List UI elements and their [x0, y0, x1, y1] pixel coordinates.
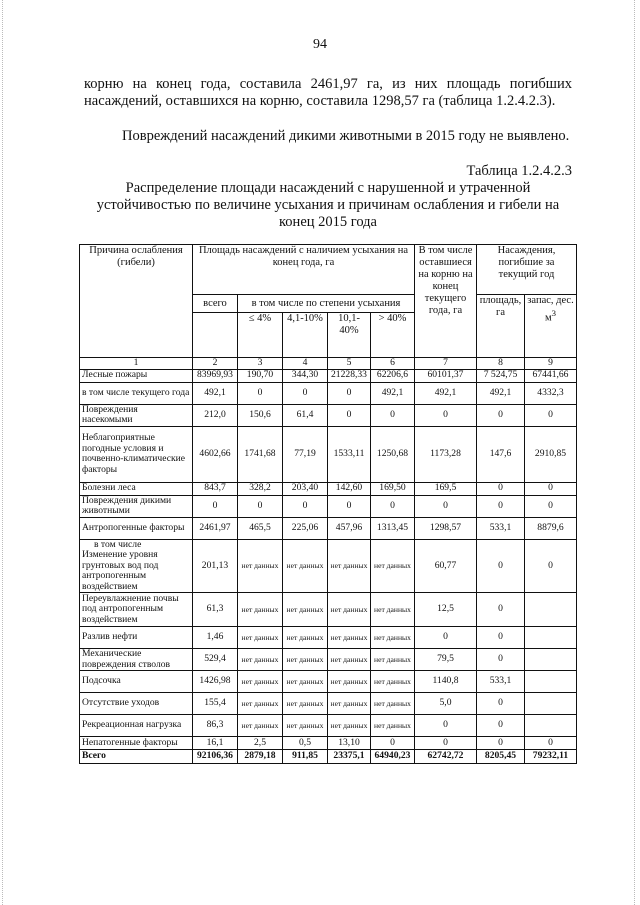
- table-cell: нет данных: [371, 627, 415, 649]
- header-by-degree: в том числе по степени усыхания: [238, 295, 415, 313]
- column-number: 9: [525, 358, 577, 370]
- table-cell: 2461,97: [193, 517, 238, 539]
- table-row: [80, 715, 577, 737]
- table-cell: 7 524,75: [477, 369, 525, 382]
- table-cell: нет данных: [371, 693, 415, 715]
- row-label: [80, 382, 193, 404]
- row-label: [80, 627, 193, 649]
- total-cell: 79232,11: [525, 750, 577, 764]
- table-cell: [525, 671, 577, 693]
- table-cell: нет данных: [238, 627, 283, 649]
- table-cell: нет данных: [283, 627, 328, 649]
- table-cell: 843,7: [193, 482, 238, 495]
- table-cell: 155,4: [193, 693, 238, 715]
- table-cell: нет данных: [371, 649, 415, 671]
- table-cell: 8879,6: [525, 517, 577, 539]
- table-cell: 1173,28: [415, 426, 477, 482]
- column-number: 4: [283, 358, 328, 370]
- table-cell: 1140,8: [415, 671, 477, 693]
- table-cell: нет данных: [328, 693, 371, 715]
- table-cell: нет данных: [238, 693, 283, 715]
- table-cell: нет данных: [283, 593, 328, 627]
- table-cell: 1313,45: [371, 517, 415, 539]
- table-cell: 201,13: [193, 539, 238, 593]
- table-cell: 529,4: [193, 649, 238, 671]
- table-caption: Распределение площади насаждений с нарушенной и утраченной устойчивостью по величине усыхания и причинам ослабления и гибели на конец 2015 года: [96, 180, 560, 230]
- table-cell: 0: [477, 593, 525, 627]
- table-cell: нет данных: [328, 627, 371, 649]
- row-label: [80, 649, 193, 671]
- column-number: 2: [193, 358, 238, 370]
- total-row: [80, 750, 577, 764]
- total-cell: 62742,72: [415, 750, 477, 764]
- column-number: 3: [238, 358, 283, 370]
- row-label-text: Болезни леса: [82, 482, 136, 494]
- table-cell: нет данных: [371, 715, 415, 737]
- table-row: [80, 593, 577, 627]
- table-cell: 0: [283, 382, 328, 404]
- table-cell: 0: [525, 737, 577, 750]
- total-cell: 64940,23: [371, 750, 415, 764]
- table-cell: 0: [328, 495, 371, 517]
- table-cell: 0: [477, 495, 525, 517]
- table-cell: нет данных: [371, 671, 415, 693]
- table-cell: [525, 693, 577, 715]
- table-cell: 0: [371, 495, 415, 517]
- table-cell: нет данных: [238, 649, 283, 671]
- row-label: [80, 593, 193, 627]
- table-cell: нет данных: [283, 649, 328, 671]
- column-number: 5: [328, 358, 371, 370]
- table-cell: 169,50: [371, 482, 415, 495]
- table-cell: 0: [371, 404, 415, 426]
- table-row: [80, 369, 577, 382]
- table-cell: 190,70: [238, 369, 283, 382]
- row-label: [80, 369, 193, 382]
- table-cell: 0: [371, 737, 415, 750]
- table-cell: нет данных: [328, 539, 371, 593]
- table-cell: [525, 715, 577, 737]
- table-cell: 1741,68: [238, 426, 283, 482]
- row-label: [80, 517, 193, 539]
- row-sublabel: в том числе: [94, 539, 142, 550]
- table-cell: 465,5: [238, 517, 283, 539]
- table-cell: 0: [415, 715, 477, 737]
- table-cell: 492,1: [193, 382, 238, 404]
- table-cell: 0: [525, 404, 577, 426]
- table-cell: 0: [193, 495, 238, 517]
- table-cell: 0: [477, 737, 525, 750]
- table-cell: 212,0: [193, 404, 238, 426]
- row-label: [80, 693, 193, 715]
- table-cell: [525, 627, 577, 649]
- row-label: [80, 426, 193, 482]
- header-total-empty: [193, 313, 238, 358]
- table-row: [80, 404, 577, 426]
- row-label-text: Переувлажнение почвы под антропогенным воздействием: [82, 592, 179, 625]
- total-cell: 92106,36: [193, 750, 238, 764]
- table-cell: 0: [525, 495, 577, 517]
- row-label: [80, 404, 193, 426]
- table-cell: 83969,93: [193, 369, 238, 382]
- table-cell: 62206,6: [371, 369, 415, 382]
- row-label-text: Механические повреждения стволов: [82, 648, 171, 670]
- column-number: 7: [415, 358, 477, 370]
- row-label: [80, 495, 193, 517]
- table-cell: 0: [328, 404, 371, 426]
- table-cell: 203,40: [283, 482, 328, 495]
- table-row: [80, 482, 577, 495]
- row-label: [80, 539, 193, 593]
- table-cell: нет данных: [283, 715, 328, 737]
- table-cell: 0: [477, 539, 525, 593]
- paragraph-2: Повреждений насаждений дикими животными в 2015 году не выявлено.: [122, 128, 570, 144]
- table-cell: 79,5: [415, 649, 477, 671]
- table-row: [80, 627, 577, 649]
- table-cell: 0: [477, 693, 525, 715]
- header-dead-group: Насаждения, погибшие за текущий год: [477, 245, 577, 295]
- table-cell: нет данных: [238, 593, 283, 627]
- table-cell: нет данных: [328, 671, 371, 693]
- table-cell: 0: [477, 404, 525, 426]
- table-cell: 0: [238, 382, 283, 404]
- table-cell: 328,2: [238, 482, 283, 495]
- row-label: [80, 671, 193, 693]
- table-row: [80, 693, 577, 715]
- table-cell: 1,46: [193, 627, 238, 649]
- table-cell: 0,5: [283, 737, 328, 750]
- header-remaining: В том числе оставшиеся на корню на конец текущего года, га: [415, 245, 477, 358]
- table-cell: 344,30: [283, 369, 328, 382]
- column-number-row: [80, 358, 577, 370]
- table-cell: 0: [525, 539, 577, 593]
- data-table: [79, 244, 577, 764]
- table-cell: нет данных: [283, 671, 328, 693]
- row-label-text: Неблагоприятные погодные условия и почвенно-климатические факторы: [82, 432, 186, 475]
- table-row: [80, 737, 577, 750]
- table-cell: 147,6: [477, 426, 525, 482]
- row-label-text: Непатогенные факторы: [82, 736, 178, 748]
- table-row: [80, 649, 577, 671]
- table-cell: 2,5: [238, 737, 283, 750]
- table-cell: 1250,68: [371, 426, 415, 482]
- table-cell: 21228,33: [328, 369, 371, 382]
- table-cell: 0: [415, 404, 477, 426]
- table-row: [80, 671, 577, 693]
- table-cell: 13,10: [328, 737, 371, 750]
- table-cell: 60101,37: [415, 369, 477, 382]
- table-cell: 60,77: [415, 539, 477, 593]
- total-label: Всего: [80, 750, 193, 764]
- table-cell: 150,6: [238, 404, 283, 426]
- table-cell: 4332,3: [525, 382, 577, 404]
- table-cell: 492,1: [477, 382, 525, 404]
- row-label-text: Повреждения дикими животными: [82, 495, 172, 516]
- header-dead-stock: запас, дес. $м^3$: [525, 295, 577, 358]
- row-label: [80, 737, 193, 750]
- row-label-text: Антропогенные факторы: [82, 521, 185, 533]
- column-number: 8: [477, 358, 525, 370]
- table-row: [80, 495, 577, 517]
- table-row: [80, 539, 577, 593]
- paragraph-1: корню на конец года, составила 2461,97 га, из них площадь погибших насаждений, оставшихся на корню, составила 1298,57 га (таблица 1.2.4.2.3).: [84, 76, 572, 109]
- table-cell: 0: [415, 495, 477, 517]
- table-cell: 0: [415, 627, 477, 649]
- table-cell: 67441,66: [525, 369, 577, 382]
- table-cell: 142,60: [328, 482, 371, 495]
- total-cell: 23375,1: [328, 750, 371, 764]
- table-cell: нет данных: [371, 593, 415, 627]
- table-cell: 225,06: [283, 517, 328, 539]
- table-row: [80, 517, 577, 539]
- table-cell: 0: [477, 649, 525, 671]
- table-cell: 1298,57: [415, 517, 477, 539]
- table-label: Таблица 1.2.4.2.3: [466, 163, 572, 179]
- header-deg4: > 40%: [371, 313, 415, 358]
- row-label-text: Повреждения насекомыми: [82, 404, 138, 425]
- table-cell: 16,1: [193, 737, 238, 750]
- header-cause: Причина ослабления (гибели): [80, 245, 193, 358]
- header-dead-area: площадь, га: [477, 295, 525, 358]
- table-cell: 0: [283, 495, 328, 517]
- table-cell: 86,3: [193, 715, 238, 737]
- table-cell: 61,3: [193, 593, 238, 627]
- header-deg1: ≤ 4%: [238, 313, 283, 358]
- total-cell: 911,85: [283, 750, 328, 764]
- table-cell: 77,19: [283, 426, 328, 482]
- total-cell: 2879,18: [238, 750, 283, 764]
- table-cell: 2910,85: [525, 426, 577, 482]
- table-cell: 0: [477, 627, 525, 649]
- table-cell: нет данных: [238, 671, 283, 693]
- row-label-text: Разлив нефти: [82, 631, 138, 643]
- table-row: [80, 426, 577, 482]
- table-cell: 4602,66: [193, 426, 238, 482]
- table-cell: 0: [477, 715, 525, 737]
- table-cell: нет данных: [371, 539, 415, 593]
- row-label-text: Изменение уровня грунтовых вод под антропогенным воздействием: [82, 549, 159, 592]
- table-cell: нет данных: [238, 715, 283, 737]
- table-cell: [525, 649, 577, 671]
- table-cell: 0: [525, 482, 577, 495]
- table-cell: 0: [238, 495, 283, 517]
- row-label-text: Подсочка: [82, 675, 121, 687]
- table-cell: 169,5: [415, 482, 477, 495]
- table-cell: нет данных: [238, 539, 283, 593]
- table-cell: 0: [477, 482, 525, 495]
- table-cell: нет данных: [283, 693, 328, 715]
- table-cell: 1533,11: [328, 426, 371, 482]
- header-total: всего: [193, 295, 238, 313]
- table-row: [80, 382, 577, 404]
- table-cell: 0: [415, 737, 477, 750]
- table-cell: 0: [328, 382, 371, 404]
- row-label-text: в том числе текущего года: [82, 386, 190, 398]
- row-label-text: Рекреационная нагрузка: [82, 719, 182, 731]
- table-cell: 12,5: [415, 593, 477, 627]
- table-cell: 1426,98: [193, 671, 238, 693]
- column-number: 6: [371, 358, 415, 370]
- table-cell: 492,1: [415, 382, 477, 404]
- scan-right-edge: [634, 0, 637, 905]
- row-label-text: Отсутствие уходов: [82, 697, 160, 709]
- scan-left-edge: [2, 0, 5, 905]
- row-label-text: Лесные пожары: [82, 369, 148, 381]
- table-cell: нет данных: [328, 593, 371, 627]
- header-area-group: Площадь насаждений с наличием усыхания на конец года, га: [193, 245, 415, 295]
- row-label: [80, 482, 193, 495]
- table-cell: 457,96: [328, 517, 371, 539]
- table-cell: 533,1: [477, 671, 525, 693]
- table-cell: нет данных: [328, 715, 371, 737]
- column-number: 1: [80, 358, 193, 370]
- table-cell: нет данных: [283, 539, 328, 593]
- page-number: 94: [313, 37, 327, 52]
- table-cell: 533,1: [477, 517, 525, 539]
- header-deg3: 10,1-40%: [328, 313, 371, 358]
- table-cell: [525, 593, 577, 627]
- table-cell: нет данных: [328, 649, 371, 671]
- table-cell: 5,0: [415, 693, 477, 715]
- table-cell: 61,4: [283, 404, 328, 426]
- header-deg2: 4,1-10%: [283, 313, 328, 358]
- total-cell: 8205,45: [477, 750, 525, 764]
- row-label: [80, 715, 193, 737]
- table-cell: 492,1: [371, 382, 415, 404]
